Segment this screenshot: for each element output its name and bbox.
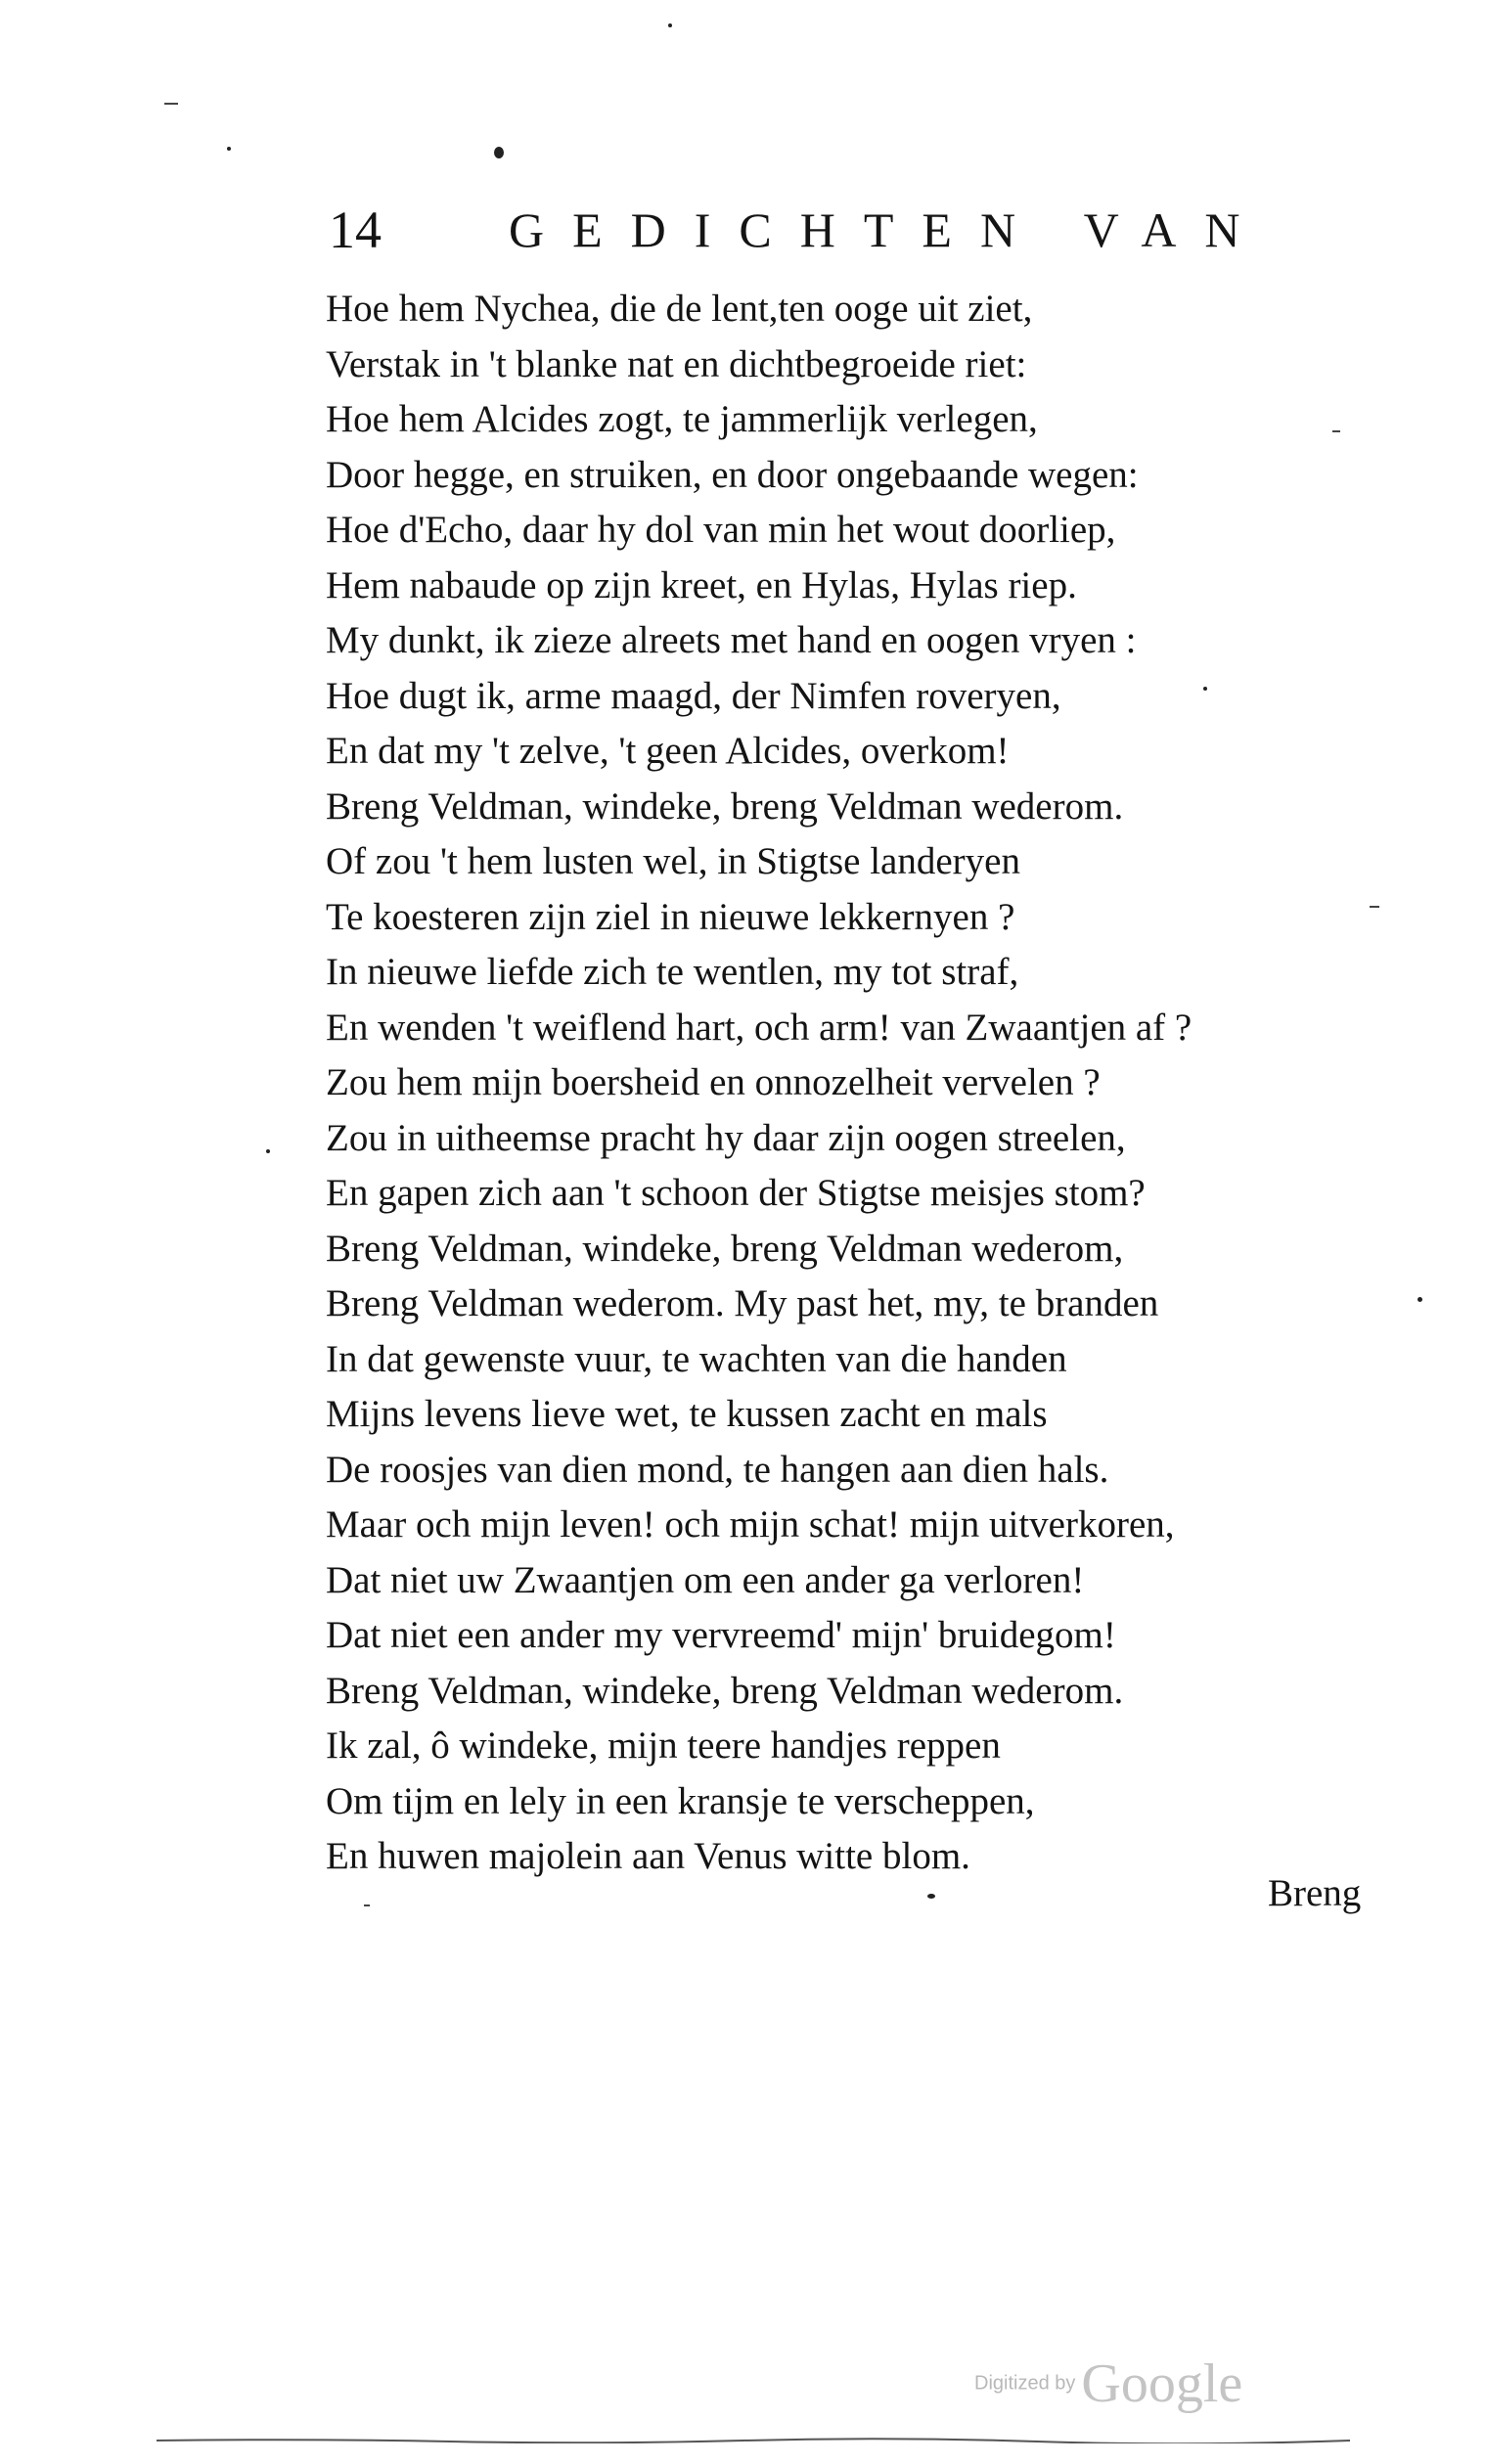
ink-mark: [364, 1904, 370, 1906]
watermark-brand: Google: [1081, 2353, 1243, 2414]
poem-line: Hem nabaude op zijn kreet, en Hylas, Hylas riep.: [326, 563, 1077, 606]
ink-speck: [494, 147, 504, 158]
catchword: Breng: [1268, 1872, 1362, 1914]
poem-line: En dat my 't zelve, 't geen Alcides, overkom!: [326, 730, 1010, 772]
poem-line: Te koesteren zijn ziel in nieuwe lekkernyen ?: [326, 895, 1015, 938]
poem-line: Door hegge, en struiken, en door ongebaande wegen:: [326, 453, 1139, 496]
poem-line: Mijns levens lieve wet, te kussen zacht en mals: [326, 1393, 1048, 1435]
poem-line: Maar och mijn leven! och mijn schat! mijn uitverkoren,: [326, 1503, 1175, 1546]
ink-speck: [1418, 1297, 1422, 1302]
ink-speck: [668, 23, 672, 27]
poem-line: In dat gewenste vuur, te wachten van die handen: [326, 1337, 1067, 1380]
page-bottom-edge: [157, 2438, 1350, 2443]
watermark-prefix: Digitized by: [974, 2372, 1076, 2395]
poem-line: Hoe hem Nychea, die de lent,ten ooge uit ziet,: [326, 288, 1033, 330]
poem-line: My dunkt, ik zieze alreets met hand en oogen vryen :: [326, 619, 1137, 661]
poem-line: Om tijm en lely in een kransje te verscheppen,: [326, 1779, 1035, 1822]
poem-line: Breng Veldman wederom. My past het, my, te branden: [326, 1282, 1159, 1324]
poem-text: [326, 282, 1392, 1885]
poem-line: Zou in uitheemse pracht hy daar zijn oogen streelen,: [326, 1116, 1126, 1159]
poem-line: Dat niet een ander my vervreemd' mijn' bruidegom!: [326, 1614, 1116, 1656]
poem-line: Breng Veldman, windeke, breng Veldman wederom,: [326, 1227, 1124, 1270]
poem-line: Ik zal, ô windeke, mijn teere handjes reppen: [326, 1725, 1001, 1767]
page-number: 14: [329, 201, 382, 259]
ink-mark: [1332, 430, 1340, 432]
poem-line: Hoe d'Echo, daar hy dol van min het wout doorliep,: [326, 509, 1116, 551]
poem-line: Breng Veldman, windeke, breng Veldman wederom.: [326, 1669, 1124, 1712]
ink-mark: [1370, 906, 1379, 908]
header-title: GEDICHTEN VAN: [509, 202, 1269, 257]
digitization-watermark: [974, 2352, 1242, 2421]
poem-line: En gapen zich aan 't schoon der Stigtse meisjes stom?: [326, 1172, 1146, 1214]
ink-speck: [266, 1149, 270, 1153]
poem-line: In nieuwe liefde zich te wentlen, my tot straf,: [326, 951, 1019, 993]
running-head: [329, 196, 1269, 264]
ink-speck: [927, 1894, 935, 1899]
ink-mark: [164, 103, 178, 105]
poem-line: Dat niet uw Zwaantjen om een ander ga verloren!: [326, 1558, 1085, 1601]
poem-line: Of zou 't hem lusten wel, in Stigtse landeryen: [326, 840, 1020, 882]
poem-line: En huwen majolein aan Venus witte blom.: [326, 1835, 970, 1877]
poem-line: Verstak in 't blanke nat en dichtbegroeide riet:: [326, 342, 1027, 385]
poem-line: De roosjes van dien mond, te hangen aan dien hals.: [326, 1448, 1109, 1491]
poem-line: Breng Veldman, windeke, breng Veldman wederom.: [326, 784, 1124, 828]
poem-line: Hoe dugt ik, arme maagd, der Nimfen roveryen,: [326, 674, 1061, 717]
ink-speck: [227, 147, 231, 151]
poem-line: Hoe hem Alcides zogt, te jammerlijk verlegen,: [326, 398, 1038, 440]
ink-speck: [1203, 687, 1207, 691]
poem-line: Zou hem mijn boersheid en onnozelheit vervelen ?: [326, 1061, 1101, 1103]
poem-line: En wenden 't weiflend hart, och arm! van Zwaantjen af ?: [326, 1006, 1192, 1049]
